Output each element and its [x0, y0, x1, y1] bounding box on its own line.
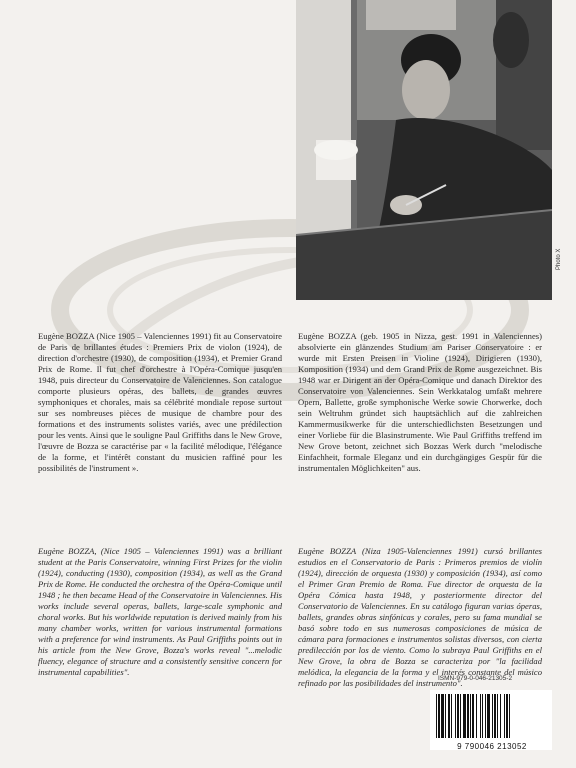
- photo-credit: Photo X: [556, 248, 562, 270]
- bio-french: Eugène BOZZA (Nice 1905 – Valenciennes 1991) fit au Conservatoire de Paris de brillantes études : Premiers Prix de violon (1924), de direction d'orchestre (1930), de composition (1934), et Premier Grand Prix de Rome. Il fut chef d'orchestre à l'Opéra-Comique jusqu'en 1948, puis directeur du Conservatoire de Valenciennes. Son catalogue comporte plusieurs opéras, des ballets, de grandes œuvres symphoniques et chorales, mais sa célébrité mondiale repose surtout sur ses nombreuses pièces de musique de chambre pour des formations et des instruments solistes variés, avec une prédilection pour les vents. Ainsi que le souligne Paul Griffiths dans le New Grove, l'œuvre de Bozza se caractérise par « la facilité mélodique, l'élégance de la forme, et l'intérêt constant du musicien raffiné pour les possibilités de l'instrument ».: [38, 330, 282, 473]
- bio-spanish: Eugène BOZZA (Niza 1905-Valenciennes 1991) cursó brillantes estudios en el Conservatorio de Paris : Primeros premios de violín (1924), dirección de orquesta (1930) y composición (1934), así como el Primer Gran Premio de Roma. Fue director de orquesta de la Opéra Cómica hasta 1948, y posteriormente director del Conservatorio de Valenciennes. En su catálogo figuran varias óperas, ballets, grandes obras sinfónicas y corales, pero su fama mundial se basó sobre todo en sus numerosas composiciones de música de cámara para formaciones e instrumentos solistas diversos, con cierta predilección por los de viento. Como lo subraya Paul Griffiths en el New Grove, la obra de Bozza se caracteriza por "la facilidad melódica, la elegancia de la forma y el interés constante del músico refinado por las posibilidades del instrumento".: [298, 545, 542, 688]
- barcode-digits: 9 790046 213052: [457, 742, 527, 751]
- bio-english: Eugène BOZZA, (Nice 1905 – Valenciennes 1991) was a brilliant student at the Paris Conservatoire, winning First Prizes for the violin (1924), conducting (1930), composition (1934), as well as the Grand Prix de Rome. He conducted the orchestra of the Opéra-Comique until 1948 ; he then became Head of the Conservatoire in Valenciennes. His works include several operas, ballets, large-scale symphonic and choral works. But his worldwide reputation is derived mainly from his many chamber works, written for various instrumental formations with a preference for wind instruments. As Paul Griffiths points out in his article from the New Grove, Bozza's works reveal "...melodic fluency, elegance of structure and a consistently sensitive concern for instrumental capabilities".: [38, 545, 282, 677]
- composer-photo: [296, 0, 552, 300]
- barcode: [430, 690, 552, 750]
- ismn-number: ISMN-979-0-046-21305-2: [438, 675, 513, 682]
- bio-german: Eugène BOZZA (geb. 1905 in Nizza, gest. 1991 in Valenciennes) absolvierte ein glänzendes Studium am Pariser Conservatoire : er wurde mit Ersten Preisen in Violine (1924), Dirigieren (1930), Komposition (1934) und dem Grand Prix de Rome ausgezeichnet. Bis 1948 war er Dirigent an der Opéra-Comique und danach Direktor des Conservatoire von Valenciennes. Sein Werkkatalog umfaßt mehrere Opern, Ballette, große symphonische Werke sowie Chorwerke, doch sein Weltruhm gründet sich hauptsächlich auf die zahlreichen Kammermusikwerke für die unterschiedlichsten Besetzungen und einer Vorliebe für die Blasinstrumente. Wie Paul Griffiths treffend im New Grove betont, zeichnet sich Bozzas Werk durch "melodische Einfachheit, formale Eleganz und ein durchgängiges Gespür für die instrumentalen Möglichkeiten" aus.: [298, 330, 542, 473]
